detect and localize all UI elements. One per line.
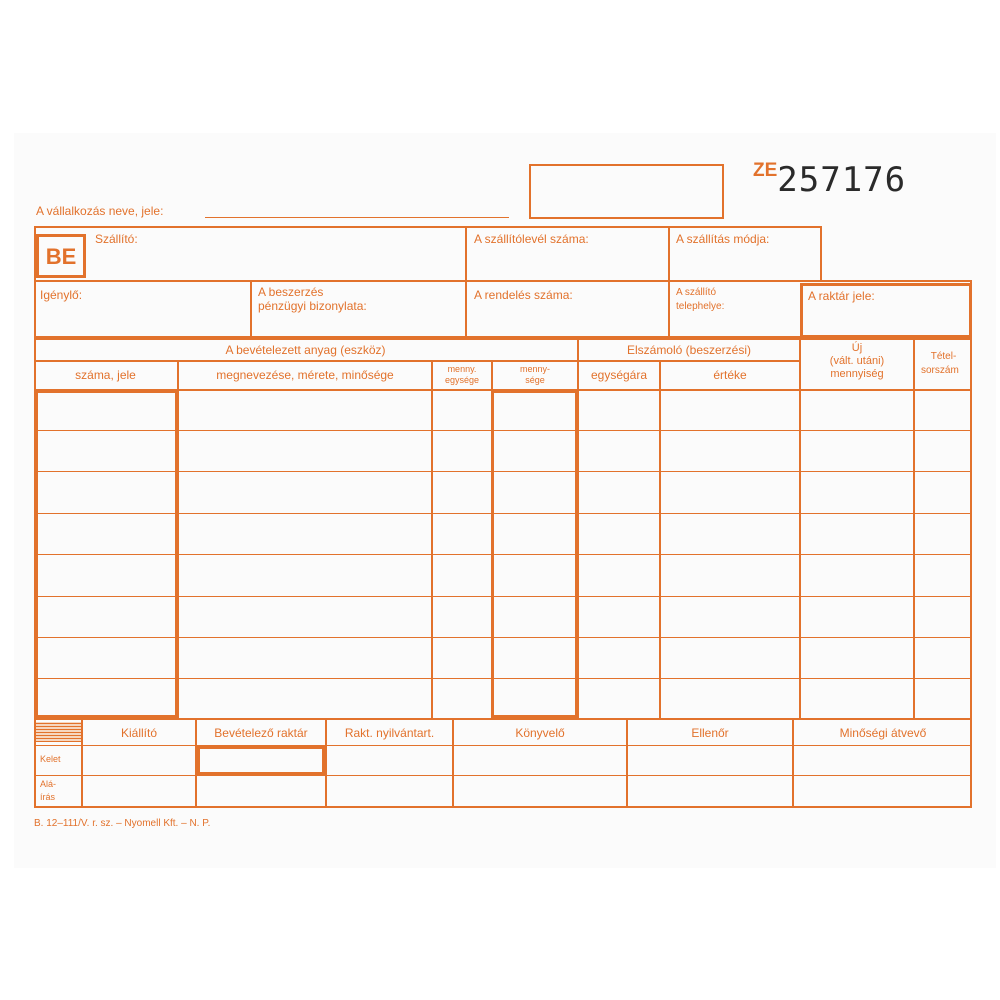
issuer-label: Kiállító <box>120 726 158 740</box>
signature-row-line <box>34 745 972 746</box>
col-header-quantity-1: menny- <box>519 364 550 374</box>
serial-number <box>753 160 906 200</box>
row-line <box>34 513 972 514</box>
col-header-unit-1: menny. <box>447 364 477 374</box>
quality-receiver-label: Minőségi átvevő <box>839 726 927 740</box>
divider <box>668 226 670 282</box>
supplier-label: Szállító: <box>95 232 138 246</box>
receiving-warehouse-date-box <box>197 746 325 775</box>
row-line <box>34 471 972 472</box>
divider <box>250 280 252 338</box>
doc-type-badge: BE <box>36 234 86 278</box>
company-name-line <box>205 217 509 218</box>
serial-prefix: ZE <box>753 160 778 181</box>
header-blank-box <box>529 164 724 219</box>
col-header-unit-2: egysége <box>444 375 480 385</box>
row-line <box>34 596 972 597</box>
signature-row-label-2: írás <box>40 792 56 802</box>
row-line <box>34 637 972 638</box>
signature-row-line <box>34 775 972 776</box>
receiving-warehouse-label: Bevételező raktár <box>214 726 308 740</box>
purchase-doc-label-2: pénzügyi bizonylata: <box>258 299 367 313</box>
divider <box>465 280 467 338</box>
column-line <box>431 360 433 720</box>
requester-label: Igénylő: <box>40 288 83 302</box>
warehouse-code-label: A raktár jele: <box>808 289 875 303</box>
inventory-keeper-label: Rakt. nyilvántart. <box>344 726 435 740</box>
serial-digits: 257176 <box>777 160 907 200</box>
signature-row-label-1: Alá- <box>40 779 57 789</box>
order-number-label: A rendelés száma: <box>474 288 573 302</box>
col-header-value: értéke <box>713 368 747 382</box>
group-header-material: A bevételezett anyag (eszköz) <box>225 343 386 357</box>
group-header-accounting: Elszámoló (beszerzési) <box>626 343 752 357</box>
col-header-quantity-2: sége <box>525 375 545 385</box>
col-header-item-2: sorszám <box>921 365 959 376</box>
supplier-site-label-1: A szállító <box>676 287 717 298</box>
print-info: B. 12–111/V. r. sz. – Nyomell Kft. – N. P. <box>34 818 211 829</box>
divider <box>465 226 467 282</box>
row-line <box>34 678 972 679</box>
delivery-method-label: A szállítás módja: <box>676 232 770 246</box>
bookkeeper-label: Könyvelő <box>515 726 565 740</box>
row-line <box>34 554 972 555</box>
controller-label: Ellenőr <box>691 726 729 740</box>
col-header-description: megnevezése, mérete, minősége <box>216 368 394 382</box>
date-row-label: Kelet <box>40 754 61 764</box>
divider <box>668 280 670 338</box>
col-header-unit-price: egységára <box>590 368 648 382</box>
supplier-site-label-2: telephelye: <box>676 301 725 312</box>
column-line <box>799 338 801 720</box>
purchase-doc-label-1: A beszerzés <box>258 285 324 299</box>
col-header-new-2: (vált. utáni) <box>829 355 885 367</box>
stamp-area <box>36 722 81 742</box>
row-line <box>34 430 972 431</box>
col-header-new-1: Új <box>851 342 863 354</box>
col-header-number: száma, jele <box>75 368 136 382</box>
column-line <box>913 338 915 720</box>
company-name-label: A vállalkozás neve, jele: <box>36 204 164 218</box>
col-header-new-3: mennyiség <box>830 368 884 380</box>
column-line <box>659 360 661 720</box>
col-header-item-1: Tétel- <box>930 351 957 362</box>
header-line <box>34 360 800 362</box>
delivery-note-label: A szállítólevél száma: <box>474 232 589 246</box>
